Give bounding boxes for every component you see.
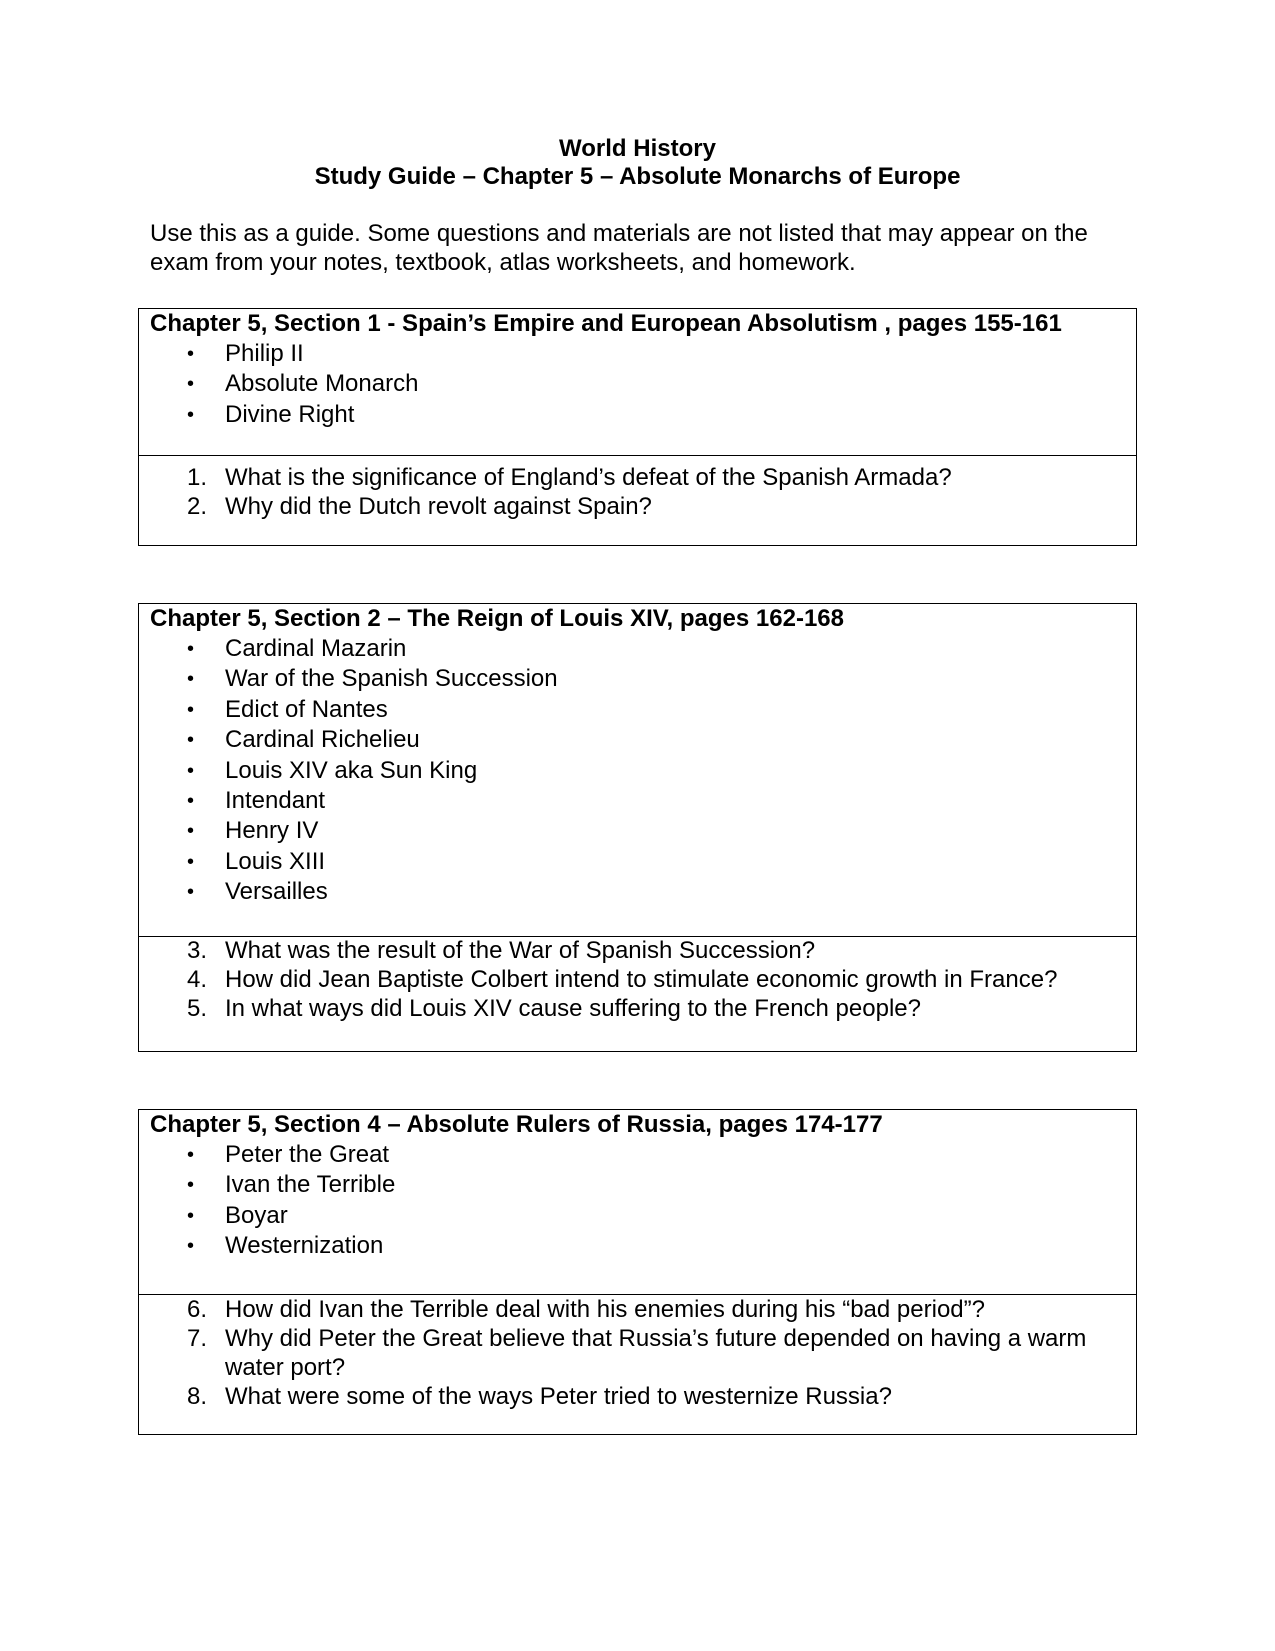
question-item <box>139 1324 1136 1382</box>
term-label: Philip II <box>225 340 304 367</box>
question-text: What were some of the ways Peter tried to westernize Russia? <box>225 1383 892 1410</box>
question-number: 7. <box>187 1325 208 1352</box>
question-item <box>139 936 1136 965</box>
question-item <box>139 492 1136 521</box>
term-label: Versailles <box>225 878 328 906</box>
term-label: Divine Right <box>225 400 355 428</box>
term-label: Ivan the Terrible <box>225 1171 396 1199</box>
question-number: 4. <box>187 966 208 993</box>
bullet-icon: • <box>187 1174 195 1197</box>
question-text: What is the significance of England’s defeat of the Spanish Armada? <box>225 464 952 491</box>
questions-list <box>139 463 1136 521</box>
bullet-icon: • <box>187 668 195 691</box>
section-divider <box>139 455 1136 456</box>
section-2-box <box>138 603 1137 1052</box>
question-number: 3. <box>187 937 208 964</box>
question-number: 5. <box>187 995 208 1022</box>
question-number: 1. <box>187 464 208 491</box>
term-label: Louis XIII <box>225 847 326 875</box>
question-number: 8. <box>187 1383 208 1410</box>
question-item <box>139 1295 1136 1324</box>
bullet-icon: • <box>187 343 195 365</box>
course-title: World History <box>559 135 716 162</box>
term-label: Intendant <box>225 786 326 814</box>
term-label: Cardinal Richelieu <box>225 726 420 754</box>
question-text: Why did Peter the Great believe that Russia’s future depended on having a warm water port? <box>225 1325 1087 1381</box>
questions-list <box>139 936 1136 1023</box>
bullet-icon: • <box>187 1144 195 1166</box>
bullet-icon: • <box>187 698 195 721</box>
term-label: Edict of Nantes <box>225 695 388 723</box>
term-label: Westernization <box>225 1232 384 1260</box>
bullet-icon: • <box>187 789 195 812</box>
bullet-icon: • <box>187 638 195 660</box>
term-label: Absolute Monarch <box>225 370 419 398</box>
bullet-icon: • <box>187 1235 195 1258</box>
question-item <box>139 994 1136 1023</box>
question-item <box>139 1382 1136 1411</box>
bullet-icon: • <box>187 850 195 873</box>
study-guide-title: Study Guide – Chapter 5 – Absolute Monarchs of Europe <box>314 163 961 190</box>
section-heading: Chapter 5, Section 1 - Spain’s Empire and European Absolutism , pages 155-161 <box>150 310 1062 337</box>
term-label: Cardinal Mazarin <box>225 635 407 662</box>
section-heading: Chapter 5, Section 4 – Absolute Rulers of Russia, pages 174-177 <box>150 1111 883 1138</box>
question-item <box>139 463 1136 492</box>
bullet-icon: • <box>187 881 195 904</box>
section-heading: Chapter 5, Section 2 – The Reign of Louis XIV, pages 162-168 <box>150 605 844 632</box>
question-item <box>139 965 1136 994</box>
section-4-box <box>138 1109 1137 1435</box>
bullet-icon: • <box>187 729 195 752</box>
term-label: Boyar <box>225 1201 288 1229</box>
term-label: War of the Spanish Succession <box>225 665 558 693</box>
bullet-icon: • <box>187 820 195 843</box>
question-text: In what ways did Louis XIV cause suffering to the French people? <box>225 995 921 1022</box>
bullet-icon: • <box>187 1204 195 1227</box>
bullet-icon: • <box>187 373 195 396</box>
questions-list <box>139 1295 1136 1411</box>
term-label: Louis XIV aka Sun King <box>225 756 478 784</box>
term-label: Peter the Great <box>225 1141 390 1168</box>
question-text: How did Jean Baptiste Colbert intend to stimulate economic growth in France? <box>225 966 1058 993</box>
term-label: Henry IV <box>225 817 319 845</box>
intro-paragraph: Use this as a guide. Some questions and materials are not listed that may appear on the exam from your notes, textbook, atlas worksheets, and homework. <box>150 220 1088 276</box>
question-number: 6. <box>187 1296 208 1323</box>
question-number: 2. <box>187 493 208 520</box>
question-text: What was the result of the War of Spanish Succession? <box>225 937 816 964</box>
section-1-box <box>138 308 1137 546</box>
question-text: How did Ivan the Terrible deal with his enemies during his “bad period”? <box>225 1296 985 1323</box>
bullet-icon: • <box>187 403 195 426</box>
bullet-icon: • <box>187 759 195 782</box>
question-text: Why did the Dutch revolt against Spain? <box>225 493 652 520</box>
